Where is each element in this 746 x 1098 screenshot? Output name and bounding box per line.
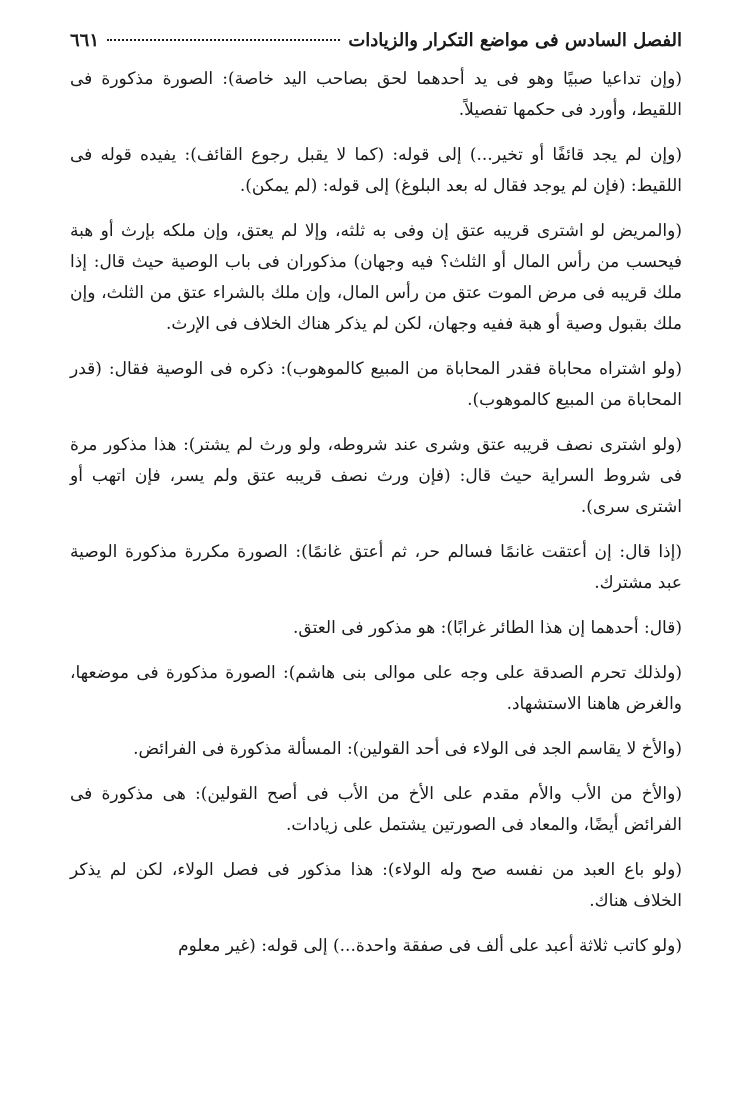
paragraph: (وإن لم يجد قائفًا أو تخير...) إلى قوله: (كما لا يقبل رجوع القائف): يفيده قوله فى اللقيط: (فإن لم يوجد فقال له بعد البلوغ) إلى قوله: (لم يمكن). [70,145,682,196]
paragraph: (ولو اشترى نصف قريبه عتق وشرى عند شروطه، ولو ورث لم يشتر): هذا مذكور مرة فى شروط السراية حيث قال: (فإن ورث نصف قريبه عتق ولم يسر، فإن اتهب أو اشترى سرى). [70,435,682,517]
page-number: ٦٦١ [70,30,100,51]
paragraph: (والمريض لو اشترى قريبه عتق إن وفى به ثلثه، وإلا لم يعتق، وإن ملكه بإرث أو هبة فيحسب من رأس المال أو الثلث؟ فيه وجهان) مذكوران فى باب الوصية حيث قال: إذا ملك قريبه فى مرض الموت عتق من رأس المال، وإن ملك بالشراء عتق من الثلث، وإن ملك بقبول وصية أو هبة ففيه وجهان، لكن لم يذكر هناك الخلاف فى الإرث. [70,221,682,334]
paragraph: (والأخ لا يقاسم الجد فى الولاء فى أحد القولين): المسألة مذكورة فى الفرائض. [133,739,682,759]
paragraph: (إذا قال: إن أعتقت غانمًا فسالم حر، ثم أعتق غانمًا): الصورة مكررة مذكورة الوصية عبد مشترك. [70,542,682,593]
body-text [70,64,682,962]
header-dot-leader [107,39,340,41]
running-header [70,30,682,64]
paragraph: (ولذلك تحرم الصدقة على وجه على موالى بنى هاشم): الصورة مذكورة فى موضعها، والغرض هاهنا الاستشهاد. [70,663,682,714]
paragraph: (ولو كاتب ثلاثة أعبد على ألف فى صفقة واحدة...) إلى قوله: (غير معلوم [178,936,682,956]
chapter-title: الفصل السادس فى مواضع التكرار والزيادات [348,30,682,51]
paragraph: (ولو اشتراه محاباة فقدر المحاباة من المبيع كالموهوب): ذكره فى الوصية فقال: (قدر المحاباة من المبيع كالموهوب). [70,359,682,410]
paragraph: (ولو باع العبد من نفسه صح وله الولاء): هذا مذكور فى فصل الولاء، لكن لم يذكر الخلاف هناك. [70,860,682,911]
document-page [70,30,682,976]
paragraph: (والأخ من الأب والأم مقدم على الأخ من الأب فى أصح القولين): هى مذكورة فى الفرائض أيضًا، والمعاد فى الصورتين يشتمل على زيادات. [70,784,682,835]
paragraph: (قال: أحدهما إن هذا الطائر غرابًا): هو مذكور فى العتق. [293,618,682,638]
paragraph: (وإن تداعيا صبيًا وهو فى يد أحدهما لحق بصاحب اليد خاصة): الصورة مذكورة فى اللقيط، وأورد فى حكمها تفصيلاً. [70,69,682,120]
